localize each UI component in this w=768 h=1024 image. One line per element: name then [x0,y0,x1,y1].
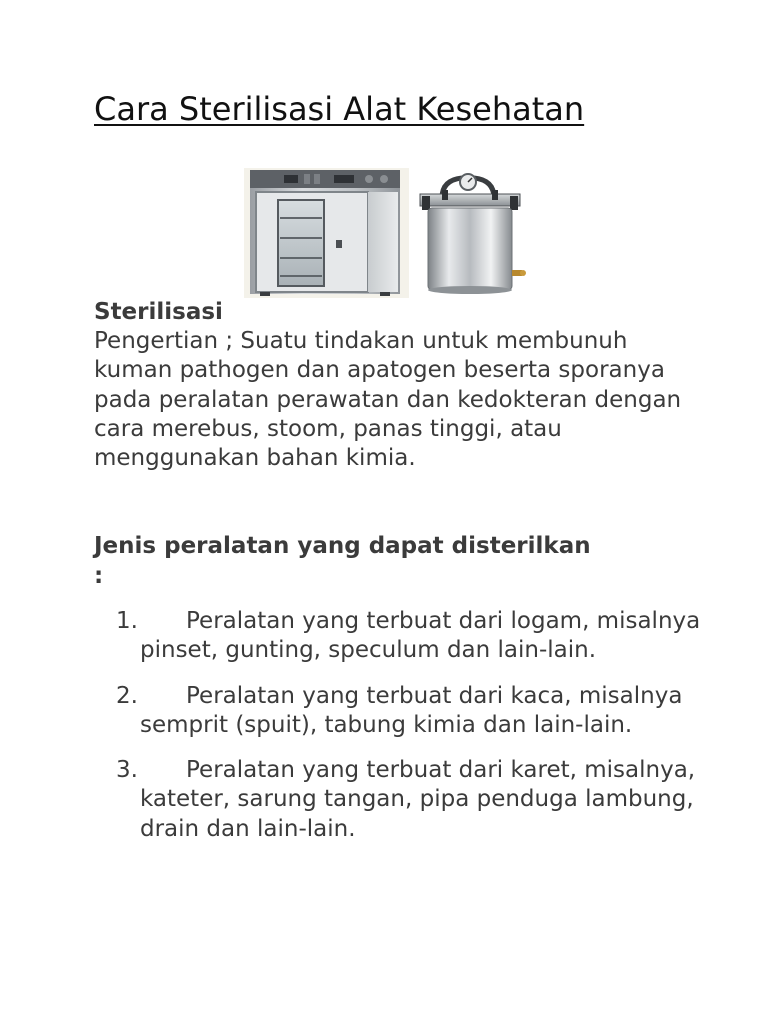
list-item [94,607,704,666]
list-item-number: 1. [116,608,138,634]
page-title: Cara Sterilisasi Alat Kesehatan [94,90,585,128]
section-heading-sterilisasi: Sterilisasi [94,299,223,325]
definition-paragraph: Pengertian ; Suatu tindakan untuk membunuh kuman pathogen dan apatogen beserta sporanya pada peralatan perawatan dan kedokteran dengan cara merebus, stoom, panas tinggi, atau menggunakan bahan kimia. [94,328,682,472]
list-item-text: Peralatan yang terbuat dari kaca, misalnya semprit (spuit), tabung kimia dan lain-lain. [140,682,683,738]
list-item-number: 2. [116,682,138,709]
list-item-text: Peralatan yang terbuat dari karet, misalnya, kateter, sarung tangan, pipa penduga lambung, drain dan lain-lain. [140,757,696,842]
equipment-images [244,168,534,300]
autoclave-image [412,168,527,298]
list-item-text: Peralatan yang terbuat dari logam, misalnya pinset, gunting, speculum dan lain-lain. [140,608,701,664]
types-heading: Jenis peralatan yang dapat disterilkan : [94,533,591,589]
equipment-list [94,607,704,860]
list-item-number: 3. [116,757,138,784]
list-item [94,682,704,741]
list-item [94,756,704,844]
sterilization-oven-image [244,168,409,298]
